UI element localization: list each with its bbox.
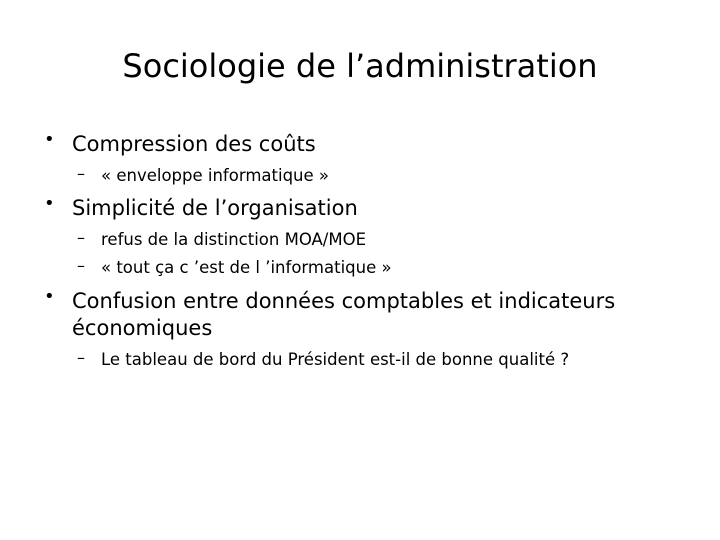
bullet-point-3-line-1: Confusion entre données comptables et indicateurs [72, 289, 616, 313]
dash-icon: – [77, 164, 85, 183]
bullet-point-1: Compression des coûts [72, 132, 316, 156]
bullet-icon: • [44, 286, 55, 307]
bullet-point-2: Simplicité de l’organisation [72, 196, 358, 220]
subpoint-1-1: « enveloppe informatique » [101, 166, 329, 185]
subpoint-2-2: « tout ça c ’est de l ’informatique » [101, 258, 392, 277]
subpoint-2-1: refus de la distinction MOA/MOE [101, 230, 367, 249]
slide-title: Sociologie de l’administration [122, 47, 598, 85]
dash-icon: – [77, 348, 85, 367]
bullet-point-3-line-2: économiques [72, 316, 213, 340]
dash-icon: – [77, 256, 85, 275]
subpoint-3-1: Le tableau de bord du Président est-il de bonne qualité ? [101, 350, 570, 369]
bullet-icon: • [44, 129, 55, 150]
dash-icon: – [77, 228, 85, 247]
bullet-icon: • [44, 193, 55, 214]
